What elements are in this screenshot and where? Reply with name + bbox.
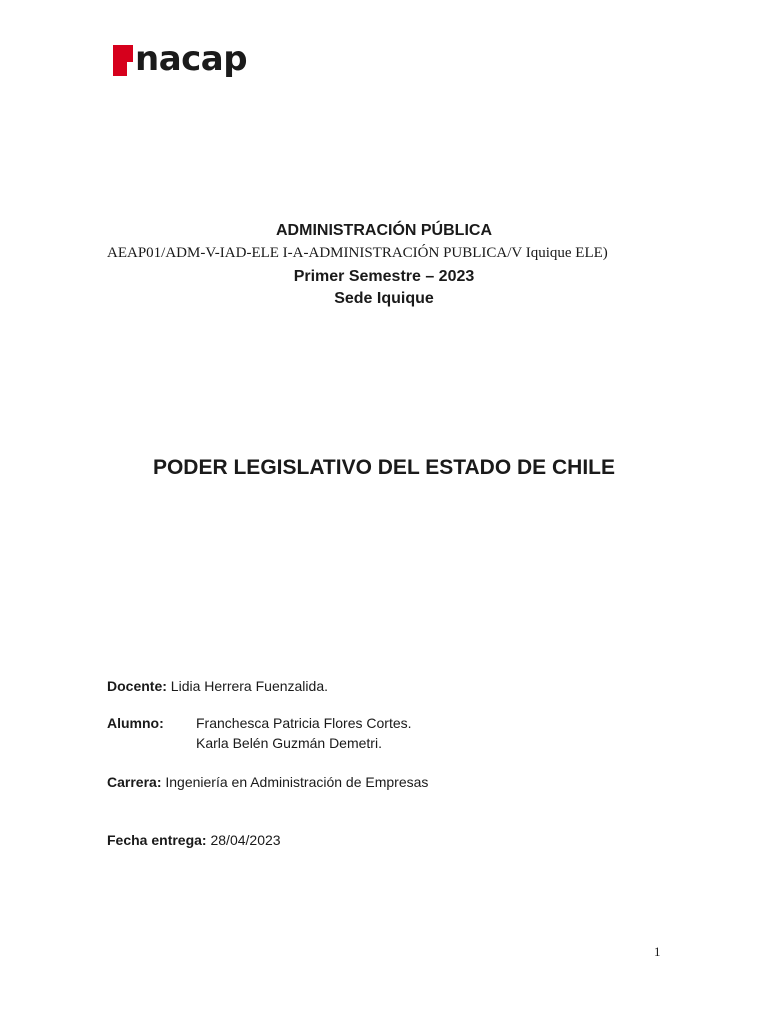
campus: Sede Iquique [334,290,434,307]
inacap-logo-text: nacap [135,39,248,79]
career-value: Ingeniería en Administración de Empresas [165,774,429,790]
due-date-value: 28/04/2023 [210,832,281,848]
document-title: PODER LEGISLATIVO DEL ESTADO DE CHILE [152,456,616,479]
due-date-row [107,832,281,848]
teacher-value: Lidia Herrera Fuenzalida. [170,678,328,694]
students-label: Alumno: [107,715,164,731]
course-code: AEAP01/ADM-V-IAD-ELE I-A-ADMINISTRACIÓN PUBLICA/V Iquique ELE) [107,245,608,261]
teacher-label: Docente: [107,678,167,694]
page-number: 1 [654,944,661,959]
students-row [107,715,412,731]
course-title: ADMINISTRACIÓN PÚBLICA [276,222,492,239]
due-date-label: Fecha entrega: [107,832,207,848]
inacap-logo-mark [113,45,133,76]
student-row-2 [196,735,382,751]
semester: Primer Semestre – 2023 [293,268,475,285]
career-label: Carrera: [107,774,162,790]
teacher-row [107,678,328,694]
student-name: Karla Belén Guzmán Demetri. [196,735,382,751]
career-row [107,774,428,790]
student-name: Franchesca Patricia Flores Cortes. [196,715,412,731]
inacap-logo [113,39,248,87]
